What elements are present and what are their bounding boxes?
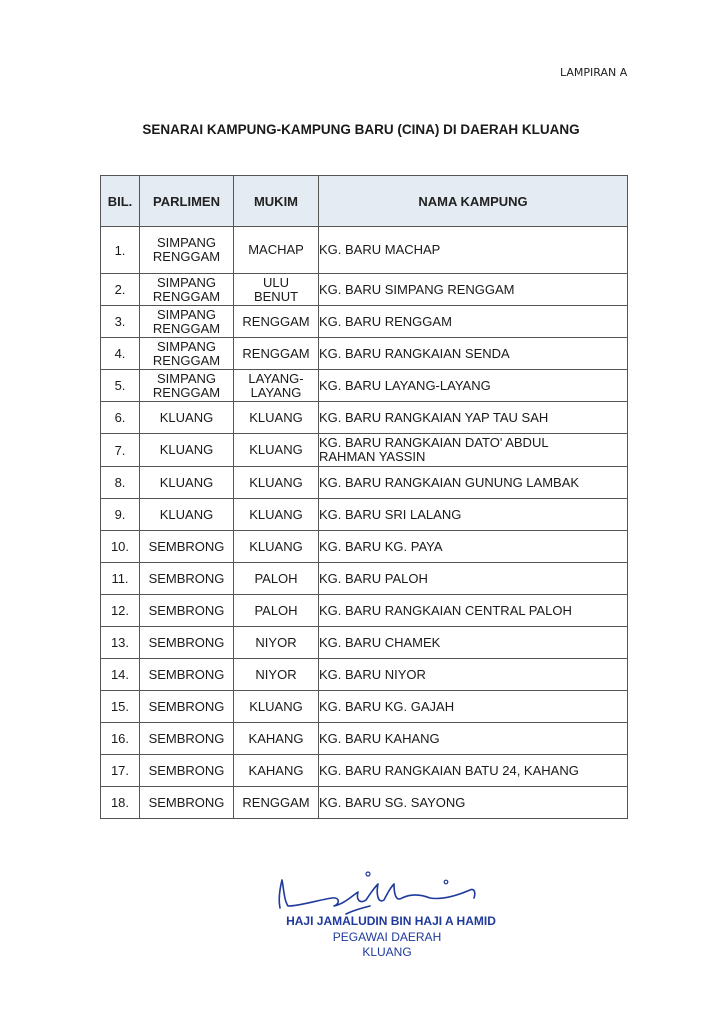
cell-mukim [234, 531, 319, 563]
table-row [101, 595, 628, 627]
cell-parlimen-line: SEMBRONG [148, 794, 225, 810]
cell-mukim-line: PALOH [254, 570, 298, 586]
cell-parlimen [140, 227, 234, 274]
cell-parlimen [140, 723, 234, 755]
cell-mukim-line: KLUANG [249, 474, 303, 490]
cell-nama-kampung [319, 691, 628, 723]
cell-nama-kampung [319, 723, 628, 755]
cell-parlimen-line: SIMPANG [157, 235, 216, 250]
cell-parlimen-line: KLUANG [159, 409, 214, 425]
table-row [101, 499, 628, 531]
cell-nama-kampung-line: KG. BARU RANGKAIAN YAP TAU SAH [319, 409, 549, 425]
cell-nama-kampung [319, 659, 628, 691]
annex-label: LAMPIRAN A [560, 66, 628, 79]
cell-mukim [234, 274, 319, 306]
cell-nama-kampung-line: KG. BARU KAHANG [319, 730, 440, 746]
cell-parlimen-line: SEMBRONG [148, 634, 225, 650]
cell-mukim [234, 691, 319, 723]
cell-parlimen-line: SEMBRONG [148, 730, 225, 746]
cell-nama-kampung [319, 338, 628, 370]
cell-nama-kampung-line: KG. BARU LAYANG-LAYANG [319, 377, 491, 393]
cell-parlimen [140, 434, 234, 467]
cell-nama-kampung [319, 595, 628, 627]
table-body [101, 227, 628, 819]
cell-nama-kampung [319, 306, 628, 338]
cell-parlimen-line: SIMPANG [157, 306, 216, 322]
cell-parlimen-line: SIMPANG [157, 370, 216, 386]
table-row [101, 274, 628, 306]
cell-parlimen-line: KLUANG [159, 442, 214, 457]
cell-nama-kampung [319, 227, 628, 274]
cell-mukim-line: KAHANG [248, 730, 304, 746]
cell-bil: 8. [101, 467, 140, 499]
table-row [101, 691, 628, 723]
cell-mukim [234, 723, 319, 755]
cell-parlimen [140, 370, 234, 402]
cell-nama-kampung [319, 370, 628, 402]
cell-mukim [234, 467, 319, 499]
cell-nama-kampung [319, 434, 628, 467]
cell-parlimen [140, 563, 234, 595]
cell-parlimen [140, 467, 234, 499]
cell-bil: 15. [101, 691, 140, 723]
cell-mukim [234, 370, 319, 402]
signatory-name: HAJI JAMALUDIN BIN HAJI A HAMID [286, 914, 496, 928]
cell-nama-kampung [319, 531, 628, 563]
cell-bil: 7. [101, 434, 140, 467]
cell-nama-kampung [319, 627, 628, 659]
cell-mukim-line: KLUANG [249, 442, 303, 457]
cell-parlimen [140, 659, 234, 691]
cell-parlimen-line: RENGGAM [152, 352, 221, 368]
cell-mukim [234, 659, 319, 691]
cell-mukim-line: KLUANG [249, 409, 303, 425]
cell-nama-kampung-line: KG. BARU SRI LALANG [319, 506, 462, 522]
cell-bil: 4. [101, 338, 140, 370]
cell-bil: 18. [101, 787, 140, 819]
cell-parlimen [140, 691, 234, 723]
cell-nama-kampung-line: KG. BARU RENGGAM [319, 313, 452, 329]
signatory-position: PEGAWAI DAERAH [332, 930, 442, 944]
cell-bil: 11. [101, 563, 140, 595]
cell-nama-kampung-line: KG. BARU KG. PAYA [319, 538, 443, 554]
cell-bil: 5. [101, 370, 140, 402]
cell-mukim [234, 627, 319, 659]
signature-block [262, 870, 512, 970]
cell-mukim [234, 499, 319, 531]
cell-mukim-line: KLUANG [249, 506, 303, 522]
table-row [101, 338, 628, 370]
cell-nama-kampung-line: KG. BARU RANGKAIAN CENTRAL PALOH [319, 602, 572, 618]
cell-parlimen-line: RENGGAM [152, 384, 221, 400]
table-row [101, 370, 628, 402]
cell-nama-kampung-line: KG. BARU CHAMEK [319, 634, 441, 650]
cell-mukim-line: BENUT [253, 288, 299, 304]
table-row [101, 787, 628, 819]
header-mukim: MUKIM [234, 176, 319, 227]
cell-nama-kampung [319, 467, 628, 499]
table-row [101, 723, 628, 755]
cell-parlimen [140, 402, 234, 434]
table-row [101, 306, 628, 338]
cell-parlimen-line: RENGGAM [152, 320, 221, 336]
cell-parlimen-line: RENGGAM [152, 249, 221, 264]
cell-mukim [234, 563, 319, 595]
cell-bil: 2. [101, 274, 140, 306]
cell-nama-kampung [319, 499, 628, 531]
cell-mukim-line: LAYANG- [248, 370, 304, 386]
cell-parlimen-line: SEMBRONG [148, 762, 225, 778]
cell-mukim [234, 306, 319, 338]
cell-parlimen [140, 531, 234, 563]
cell-nama-kampung [319, 787, 628, 819]
cell-parlimen-line: SEMBRONG [148, 666, 225, 682]
cell-mukim-line: LAYANG [250, 384, 302, 400]
cell-mukim [234, 595, 319, 627]
cell-parlimen-line: SEMBRONG [148, 698, 225, 714]
cell-parlimen-line: SIMPANG [157, 274, 216, 290]
cell-parlimen-line: SEMBRONG [148, 570, 225, 586]
cell-bil: 10. [101, 531, 140, 563]
cell-bil: 1. [101, 227, 140, 274]
cell-mukim [234, 227, 319, 274]
table-row [101, 402, 628, 434]
village-table [100, 175, 628, 819]
cell-nama-kampung [319, 563, 628, 595]
cell-parlimen-line: KLUANG [159, 506, 214, 522]
cell-mukim-line: ULU [262, 274, 289, 290]
cell-mukim [234, 787, 319, 819]
cell-bil: 17. [101, 755, 140, 787]
cell-parlimen [140, 755, 234, 787]
signatory-district: KLUANG [362, 945, 412, 959]
cell-nama-kampung-line: KG. BARU PALOH [319, 570, 428, 586]
cell-mukim [234, 755, 319, 787]
cell-parlimen [140, 595, 234, 627]
table-row [101, 227, 628, 274]
cell-mukim-line: NIYOR [255, 666, 297, 682]
cell-mukim-line: RENGGAM [242, 794, 310, 810]
cell-nama-kampung-line: KG. BARU RANGKAIAN BATU 24, KAHANG [319, 762, 579, 778]
cell-bil: 13. [101, 627, 140, 659]
cell-mukim-line: RENGGAM [242, 345, 310, 361]
table-row [101, 627, 628, 659]
cell-parlimen [140, 274, 234, 306]
cell-parlimen-line: KLUANG [159, 474, 214, 490]
cell-nama-kampung-line: KG. BARU SIMPANG RENGGAM [319, 281, 515, 297]
cell-nama-kampung-line: KG. BARU SG. SAYONG [319, 794, 466, 810]
cell-parlimen-line: RENGGAM [152, 288, 221, 304]
table-row [101, 563, 628, 595]
cell-mukim [234, 402, 319, 434]
cell-parlimen [140, 499, 234, 531]
table-row [101, 434, 628, 467]
cell-bil: 12. [101, 595, 140, 627]
cell-bil: 14. [101, 659, 140, 691]
cell-mukim-line: KAHANG [248, 762, 304, 778]
cell-mukim [234, 434, 319, 467]
cell-nama-kampung-line: KG. BARU RANGKAIAN DATO' ABDUL [319, 435, 549, 450]
cell-mukim [234, 338, 319, 370]
document-title: SENARAI KAMPUNG-KAMPUNG BARU (CINA) DI DAERAH KLUANG [142, 122, 580, 137]
cell-nama-kampung-line: KG. BARU RANGKAIAN GUNUNG LAMBAK [319, 474, 580, 490]
cell-mukim-line: RENGGAM [242, 313, 310, 329]
table-row [101, 531, 628, 563]
cell-nama-kampung-line: KG. BARU NIYOR [319, 666, 426, 682]
cell-nama-kampung [319, 402, 628, 434]
header-bil: BIL. [101, 176, 140, 227]
header-parlimen: PARLIMEN [140, 176, 234, 227]
cell-nama-kampung-line: RAHMAN YASSIN [319, 449, 426, 464]
table-row [101, 659, 628, 691]
cell-bil: 9. [101, 499, 140, 531]
cell-nama-kampung-line: KG. BARU MACHAP [319, 242, 441, 257]
cell-mukim-line: NIYOR [255, 634, 297, 650]
cell-nama-kampung-line: KG. BARU KG. GAJAH [319, 698, 455, 714]
table-row [101, 755, 628, 787]
handwritten-signature-icon [270, 870, 490, 920]
cell-parlimen [140, 627, 234, 659]
cell-bil: 16. [101, 723, 140, 755]
table-header-row [101, 176, 628, 227]
cell-parlimen [140, 338, 234, 370]
cell-bil: 3. [101, 306, 140, 338]
cell-mukim-line: PALOH [254, 602, 298, 618]
cell-parlimen-line: SEMBRONG [148, 602, 225, 618]
cell-mukim-line: KLUANG [249, 538, 303, 554]
table-row [101, 467, 628, 499]
cell-parlimen [140, 787, 234, 819]
cell-nama-kampung [319, 755, 628, 787]
cell-parlimen [140, 306, 234, 338]
cell-mukim-line: KLUANG [249, 698, 303, 714]
cell-nama-kampung [319, 274, 628, 306]
header-nama-kampung: NAMA KAMPUNG [319, 176, 628, 227]
cell-parlimen-line: SEMBRONG [148, 538, 225, 554]
cell-bil: 6. [101, 402, 140, 434]
cell-parlimen-line: SIMPANG [157, 338, 216, 354]
cell-mukim-line: MACHAP [248, 242, 304, 257]
cell-nama-kampung-line: KG. BARU RANGKAIAN SENDA [319, 345, 510, 361]
